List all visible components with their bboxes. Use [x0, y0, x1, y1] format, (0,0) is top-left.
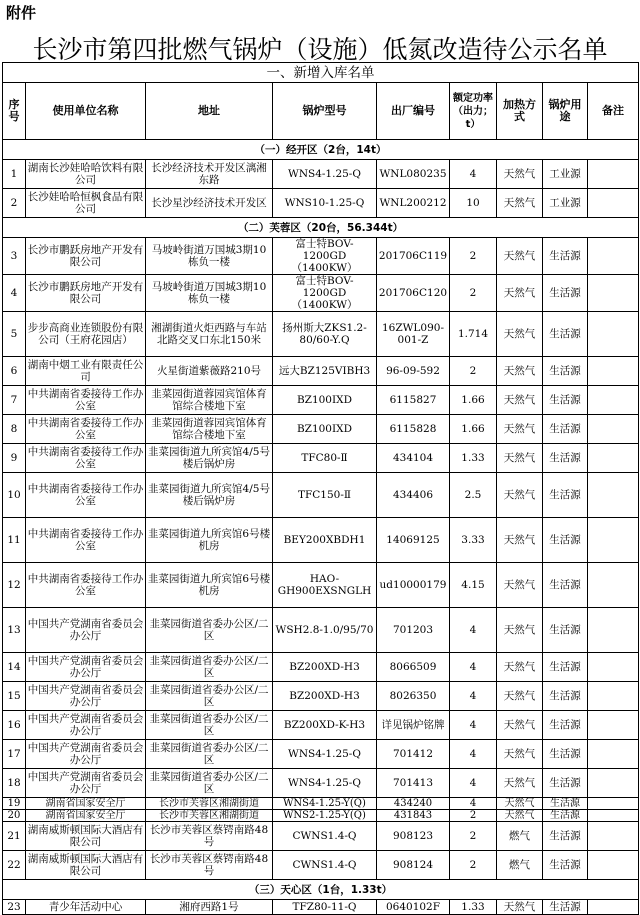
- cell-power: 2.5: [450, 473, 497, 518]
- table-row: [3, 473, 639, 518]
- cell-unit: 中共湖南省委接待工作办公室: [26, 386, 146, 415]
- cell-model: 富士特BOV-1200GD（1400KW）: [273, 238, 377, 275]
- cell-model: BZ200XD-K-H3: [273, 711, 377, 740]
- cell-usage: 生活源: [543, 518, 588, 563]
- cell-heating: 天然气: [497, 312, 543, 357]
- cell-index: 16: [3, 711, 26, 740]
- header-index: 序号: [3, 83, 26, 140]
- cell-serial: 908124: [377, 851, 450, 880]
- cell-index: 10: [3, 473, 26, 518]
- cell-model: WSH2.8-1.0/95/70: [273, 608, 377, 653]
- cell-model: BZ200XD-H3: [273, 682, 377, 711]
- table-row: [3, 769, 639, 798]
- cell-heating: 天然气: [497, 444, 543, 473]
- cell-remark: [588, 798, 639, 810]
- cell-unit: 中共湖南省委接待工作办公室: [26, 415, 146, 444]
- boiler-list-table: [2, 62, 639, 915]
- cell-power: 2: [450, 851, 497, 880]
- cell-address: 韭菜园街道省委办公区/二区: [146, 740, 273, 769]
- cell-heating: 天然气: [497, 798, 543, 810]
- cell-remark: [588, 822, 639, 851]
- cell-address: 湘湖街道火炬西路与车站北路交叉口东北150米: [146, 312, 273, 357]
- cell-index: 19: [3, 798, 26, 810]
- cell-usage: 生活源: [543, 740, 588, 769]
- cell-remark: [588, 189, 639, 218]
- district-title: （二）芙蓉区（20台，56.344t）: [3, 218, 639, 238]
- cell-heating: 燃气: [497, 822, 543, 851]
- table-row: [3, 444, 639, 473]
- cell-power: 1.33: [450, 444, 497, 473]
- table-row: [3, 822, 639, 851]
- cell-usage: 生活源: [543, 822, 588, 851]
- cell-model: CWNS1.4-Q: [273, 822, 377, 851]
- cell-serial: 701412: [377, 740, 450, 769]
- cell-serial: 701203: [377, 608, 450, 653]
- cell-address: 韭菜园街道蓉园宾馆体育馆综合楼地下室: [146, 386, 273, 415]
- cell-address: 韭菜园街道蓉园宾馆体育馆综合楼地下室: [146, 415, 273, 444]
- cell-unit: 中国共产党湖南省委员会办公厅: [26, 608, 146, 653]
- cell-power: 4: [450, 769, 497, 798]
- table-row: [3, 357, 639, 386]
- cell-index: 2: [3, 189, 26, 218]
- cell-unit: 湖南威斯顿国际大酒店有限公司: [26, 851, 146, 880]
- cell-address: 韭菜园街道九所宾馆4/5号楼后锅炉房: [146, 473, 273, 518]
- cell-usage: 生活源: [543, 810, 588, 822]
- cell-power: 4: [450, 608, 497, 653]
- cell-serial: 434104: [377, 444, 450, 473]
- cell-power: 4: [450, 740, 497, 769]
- cell-serial: 908123: [377, 822, 450, 851]
- cell-model: BEY200XBDH1: [273, 518, 377, 563]
- cell-heating: 天然气: [497, 357, 543, 386]
- cell-remark: [588, 810, 639, 822]
- cell-remark: [588, 444, 639, 473]
- cell-serial: 14069125: [377, 518, 450, 563]
- cell-index: 11: [3, 518, 26, 563]
- table-body: [3, 140, 639, 915]
- cell-serial: 详见锅炉铭牌: [377, 711, 450, 740]
- cell-index: 6: [3, 357, 26, 386]
- cell-remark: [588, 608, 639, 653]
- cell-unit: 长沙市鹏跃房地产开发有限公司: [26, 275, 146, 312]
- cell-unit: 长沙市鹏跃房地产开发有限公司: [26, 238, 146, 275]
- cell-usage: 生活源: [543, 444, 588, 473]
- cell-address: 火星街道紫薇路210号: [146, 357, 273, 386]
- cell-power: 4: [450, 653, 497, 682]
- district-row: [3, 140, 639, 160]
- cell-usage: 生活源: [543, 900, 588, 915]
- cell-heating: 天然气: [497, 275, 543, 312]
- header-unit: 使用单位名称: [26, 83, 146, 140]
- table-row: [3, 238, 639, 275]
- cell-heating: 天然气: [497, 518, 543, 563]
- cell-heating: 天然气: [497, 473, 543, 518]
- table-row: [3, 798, 639, 810]
- cell-serial: 6115827: [377, 386, 450, 415]
- section-title: 一、新增入库名单: [3, 63, 639, 83]
- cell-unit: 湖南中烟工业有限责任公司: [26, 357, 146, 386]
- cell-remark: [588, 386, 639, 415]
- table-row: [3, 189, 639, 218]
- cell-index: 5: [3, 312, 26, 357]
- cell-serial: WNL200212: [377, 189, 450, 218]
- cell-address: 长沙市芙蓉区蔡锷南路48号: [146, 822, 273, 851]
- cell-remark: [588, 473, 639, 518]
- header-serial: 出厂编号: [377, 83, 450, 140]
- cell-heating: 燃气: [497, 851, 543, 880]
- header-power: 额定功率（出力；t）: [450, 83, 497, 140]
- cell-unit: 湖南省国家安全厅: [26, 810, 146, 822]
- cell-power: 2: [450, 275, 497, 312]
- cell-address: 马坡岭街道万国城3期10栋负一楼: [146, 275, 273, 312]
- cell-power: 1.66: [450, 415, 497, 444]
- cell-power: 4: [450, 711, 497, 740]
- cell-address: 长沙经济技术开发区漓湘东路: [146, 160, 273, 189]
- header-remark: 备注: [588, 83, 639, 140]
- cell-heating: 天然气: [497, 386, 543, 415]
- cell-heating: 天然气: [497, 653, 543, 682]
- cell-power: 1.66: [450, 386, 497, 415]
- cell-power: 2: [450, 357, 497, 386]
- cell-index: 7: [3, 386, 26, 415]
- header-address: 地址: [146, 83, 273, 140]
- cell-usage: 生活源: [543, 275, 588, 312]
- cell-index: 17: [3, 740, 26, 769]
- cell-usage: 工业源: [543, 160, 588, 189]
- cell-index: 14: [3, 653, 26, 682]
- cell-serial: 431843: [377, 810, 450, 822]
- cell-remark: [588, 653, 639, 682]
- cell-address: 湘府西路1号: [146, 900, 273, 915]
- cell-remark: [588, 312, 639, 357]
- cell-index: 3: [3, 238, 26, 275]
- cell-model: TFZ80-11-Q: [273, 900, 377, 915]
- table-row: [3, 312, 639, 357]
- cell-remark: [588, 851, 639, 880]
- cell-model: CWNS1.4-Q: [273, 851, 377, 880]
- cell-power: 4.15: [450, 563, 497, 608]
- cell-usage: 生活源: [543, 563, 588, 608]
- cell-unit: 青少年活动中心: [26, 900, 146, 915]
- cell-serial: 96-09-592: [377, 357, 450, 386]
- cell-address: 韭菜园街道省委办公区/二区: [146, 711, 273, 740]
- cell-index: 4: [3, 275, 26, 312]
- cell-model: WNS4-1.25-Q: [273, 769, 377, 798]
- cell-heating: 天然气: [497, 900, 543, 915]
- cell-power: 10: [450, 189, 497, 218]
- cell-model: WNS4-1.25-Y(Q): [273, 798, 377, 810]
- page-title: 长沙市第四批燃气锅炉（设施）低氮改造待公示名单: [32, 35, 608, 64]
- cell-power: 4: [450, 160, 497, 189]
- cell-address: 长沙星沙经济技术开发区: [146, 189, 273, 218]
- cell-remark: [588, 682, 639, 711]
- cell-model: 远大BZ125VIBH3: [273, 357, 377, 386]
- cell-address: 韭菜园街道九所宾馆6号楼机房: [146, 518, 273, 563]
- cell-address: 韭菜园街道省委办公区/二区: [146, 653, 273, 682]
- cell-serial: 16ZWL090-001-Z: [377, 312, 450, 357]
- cell-unit: 中国共产党湖南省委员会办公厅: [26, 769, 146, 798]
- cell-power: 2: [450, 822, 497, 851]
- cell-usage: 生活源: [543, 851, 588, 880]
- attachment-label: 附件: [6, 4, 37, 22]
- cell-remark: [588, 518, 639, 563]
- cell-remark: [588, 740, 639, 769]
- table-row: [3, 160, 639, 189]
- cell-heating: 天然气: [497, 160, 543, 189]
- cell-heating: 天然气: [497, 740, 543, 769]
- cell-unit: 湖南长沙娃哈哈饮料有限公司: [26, 160, 146, 189]
- cell-remark: [588, 275, 639, 312]
- cell-remark: [588, 415, 639, 444]
- cell-power: 1.33: [450, 900, 497, 915]
- cell-model: 富士特BOV-1200GD（1400KW）: [273, 275, 377, 312]
- cell-heating: 天然气: [497, 189, 543, 218]
- cell-model: WNS4-1.25-Q: [273, 160, 377, 189]
- district-row: [3, 218, 639, 238]
- cell-heating: 天然气: [497, 769, 543, 798]
- cell-heating: 天然气: [497, 682, 543, 711]
- table-row: [3, 608, 639, 653]
- cell-heating: 天然气: [497, 810, 543, 822]
- cell-usage: 生活源: [543, 682, 588, 711]
- cell-index: 21: [3, 822, 26, 851]
- cell-address: 韭菜园街道省委办公区/二区: [146, 608, 273, 653]
- cell-unit: 中共湖南省委接待工作办公室: [26, 563, 146, 608]
- table-row: [3, 653, 639, 682]
- cell-usage: 生活源: [543, 238, 588, 275]
- cell-usage: 生活源: [543, 711, 588, 740]
- cell-model: WNS10-1.25-Q: [273, 189, 377, 218]
- cell-power: 3.33: [450, 518, 497, 563]
- cell-index: 15: [3, 682, 26, 711]
- cell-address: 韭菜园街道省委办公区/二区: [146, 769, 273, 798]
- cell-model: WNS2-1.25-Y(Q): [273, 810, 377, 822]
- cell-model: HAO-GH900EXSNGLH: [273, 563, 377, 608]
- cell-index: 23: [3, 900, 26, 915]
- cell-usage: 工业源: [543, 189, 588, 218]
- cell-unit: 中共湖南省委接待工作办公室: [26, 444, 146, 473]
- cell-unit: 湖南省国家安全厅: [26, 798, 146, 810]
- cell-remark: [588, 160, 639, 189]
- cell-address: 长沙市芙蓉区蔡锷南路48号: [146, 851, 273, 880]
- cell-serial: WNL080235: [377, 160, 450, 189]
- cell-index: 12: [3, 563, 26, 608]
- cell-index: 22: [3, 851, 26, 880]
- cell-model: TFC150-Ⅱ: [273, 473, 377, 518]
- cell-usage: 生活源: [543, 415, 588, 444]
- cell-serial: 701413: [377, 769, 450, 798]
- cell-power: 1.714: [450, 312, 497, 357]
- cell-heating: 天然气: [497, 608, 543, 653]
- cell-serial: 8066509: [377, 653, 450, 682]
- header-usage: 锅炉用途: [543, 83, 588, 140]
- cell-heating: 天然气: [497, 238, 543, 275]
- cell-remark: [588, 900, 639, 915]
- district-title: （三）天心区（1台，1.33t）: [3, 880, 639, 900]
- district-title: （一）经开区（2台，14t）: [3, 140, 639, 160]
- cell-heating: 天然气: [497, 711, 543, 740]
- table-row: [3, 386, 639, 415]
- cell-serial: 201706C120: [377, 275, 450, 312]
- cell-address: 长沙市芙蓉区湘湖街道: [146, 798, 273, 810]
- table-row: [3, 563, 639, 608]
- cell-unit: 中共湖南省委接待工作办公室: [26, 518, 146, 563]
- cell-unit: 长沙娃哈哈恒枫食品有限公司: [26, 189, 146, 218]
- cell-model: WNS4-1.25-Q: [273, 740, 377, 769]
- cell-index: 18: [3, 769, 26, 798]
- cell-heating: 天然气: [497, 563, 543, 608]
- cell-address: 韭菜园街道省委办公区/二区: [146, 682, 273, 711]
- header-model: 锅炉型号: [273, 83, 377, 140]
- cell-model: TFC80-Ⅱ: [273, 444, 377, 473]
- cell-model: BZ200XD-H3: [273, 653, 377, 682]
- table-row: [3, 851, 639, 880]
- cell-address: 韭菜园街道九所宾馆4/5号楼后锅炉房: [146, 444, 273, 473]
- cell-unit: 中国共产党湖南省委员会办公厅: [26, 740, 146, 769]
- cell-model: BZ100IXD: [273, 386, 377, 415]
- table-row: [3, 518, 639, 563]
- cell-unit: 步步高商业连锁股份有限公司（王府花园店）: [26, 312, 146, 357]
- district-row: [3, 880, 639, 900]
- cell-unit: 中国共产党湖南省委员会办公厅: [26, 711, 146, 740]
- table-row: [3, 275, 639, 312]
- cell-heating: 天然气: [497, 415, 543, 444]
- cell-serial: 434406: [377, 473, 450, 518]
- cell-usage: 生活源: [543, 798, 588, 810]
- cell-power: 2: [450, 810, 497, 822]
- cell-serial: 434240: [377, 798, 450, 810]
- cell-remark: [588, 563, 639, 608]
- cell-remark: [588, 357, 639, 386]
- table-row: [3, 900, 639, 915]
- cell-address: 长沙市芙蓉区湘湖街道: [146, 810, 273, 822]
- cell-remark: [588, 711, 639, 740]
- cell-usage: 生活源: [543, 312, 588, 357]
- cell-usage: 生活源: [543, 386, 588, 415]
- cell-model: BZ100IXD: [273, 415, 377, 444]
- cell-remark: [588, 238, 639, 275]
- cell-usage: 生活源: [543, 769, 588, 798]
- cell-unit: 中国共产党湖南省委员会办公厅: [26, 682, 146, 711]
- cell-remark: [588, 769, 639, 798]
- cell-unit: 湖南威斯顿国际大酒店有限公司: [26, 822, 146, 851]
- cell-power: 4: [450, 682, 497, 711]
- cell-usage: 生活源: [543, 357, 588, 386]
- table-row: [3, 711, 639, 740]
- table-row: [3, 740, 639, 769]
- header-heating: 加热方式: [497, 83, 543, 140]
- cell-usage: 生活源: [543, 608, 588, 653]
- cell-serial: 6115828: [377, 415, 450, 444]
- cell-index: 8: [3, 415, 26, 444]
- cell-power: 2: [450, 238, 497, 275]
- cell-unit: 中国共产党湖南省委员会办公厅: [26, 653, 146, 682]
- cell-usage: 生活源: [543, 473, 588, 518]
- cell-index: 20: [3, 810, 26, 822]
- cell-index: 13: [3, 608, 26, 653]
- cell-serial: 201706C119: [377, 238, 450, 275]
- cell-serial: ud10000179: [377, 563, 450, 608]
- cell-model: 扬州斯大ZKS1.2-80/60-Y.Q: [273, 312, 377, 357]
- cell-index: 9: [3, 444, 26, 473]
- cell-serial: 8026350: [377, 682, 450, 711]
- cell-unit: 中共湖南省委接待工作办公室: [26, 473, 146, 518]
- cell-address: 马坡岭街道万国城3期10栋负一楼: [146, 238, 273, 275]
- cell-address: 韭菜园街道九所宾馆6号楼机房: [146, 563, 273, 608]
- table-row: [3, 810, 639, 822]
- table-row: [3, 682, 639, 711]
- cell-index: 1: [3, 160, 26, 189]
- cell-serial: 0640102F: [377, 900, 450, 915]
- table-row: [3, 415, 639, 444]
- cell-usage: 生活源: [543, 653, 588, 682]
- cell-power: 4: [450, 798, 497, 810]
